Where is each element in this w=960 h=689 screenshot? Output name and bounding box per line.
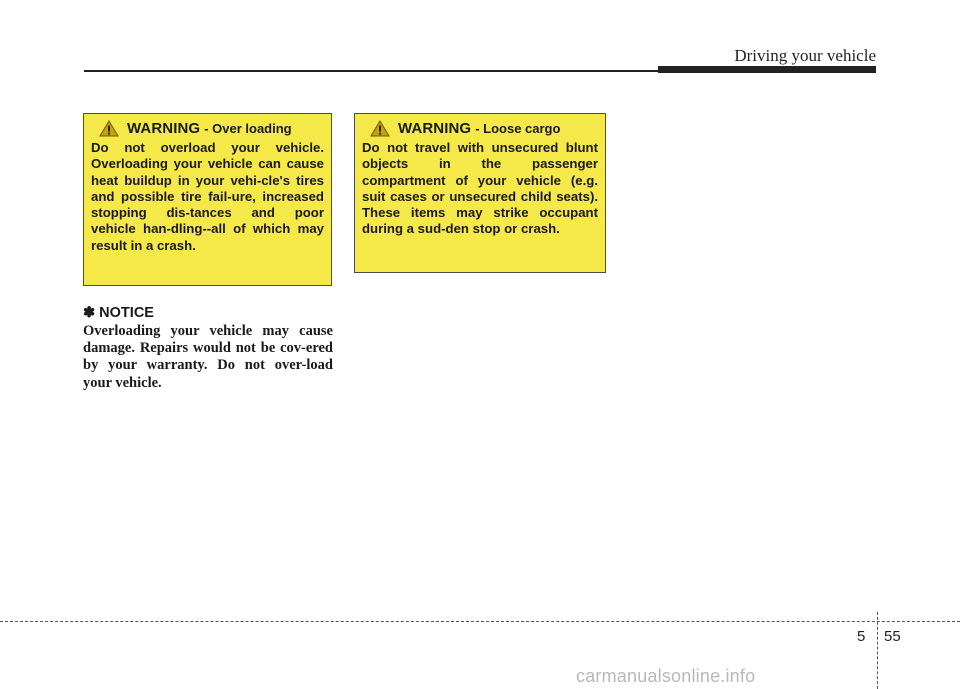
- warning-heading: [370, 120, 598, 137]
- warning-heading: [99, 120, 324, 137]
- warning-box-overloading: [83, 113, 332, 286]
- notice-heading: ✽ NOTICE: [83, 305, 154, 321]
- warning-title: WARNING: [398, 120, 472, 137]
- section-title: Driving your vehicle: [734, 46, 876, 65]
- warning-body: Do not overload your vehicle. Overloading your vehicle can cause heat buildup in your vehi-cle's tires and possible tire fail-ure, increased stopping dis-tances and poor vehicle han-dling--all of which may result in a crash.: [91, 140, 324, 253]
- footer-divider: [877, 612, 878, 689]
- warning-triangle-icon: [99, 120, 119, 137]
- warning-title: WARNING: [127, 120, 201, 137]
- notice-body: Overloading your vehicle may cause damage. Repairs would not be cov-ered by your warranty. Do not over-load your vehicle.: [83, 323, 333, 391]
- warning-subtitle: - Over loading: [204, 121, 292, 136]
- header-rule: [84, 70, 660, 72]
- notice-section: [83, 305, 333, 392]
- warning-triangle-icon: [370, 120, 390, 137]
- warning-subtitle: - Loose cargo: [475, 121, 561, 136]
- warning-box-loose-cargo: [354, 113, 606, 273]
- footer-rule: [0, 621, 960, 622]
- chapter-number: 5: [857, 628, 866, 645]
- page-number: 55: [884, 628, 901, 645]
- header-rule-accent: [658, 66, 876, 73]
- warning-body: Do not travel with unsecured blunt objects in the passenger compartment of your vehicle (e.g. suit cases or unsecured child seats). These items may strike occupant during a sud-den stop or crash.: [362, 140, 598, 237]
- watermark: carmanualsonline.info: [576, 666, 756, 686]
